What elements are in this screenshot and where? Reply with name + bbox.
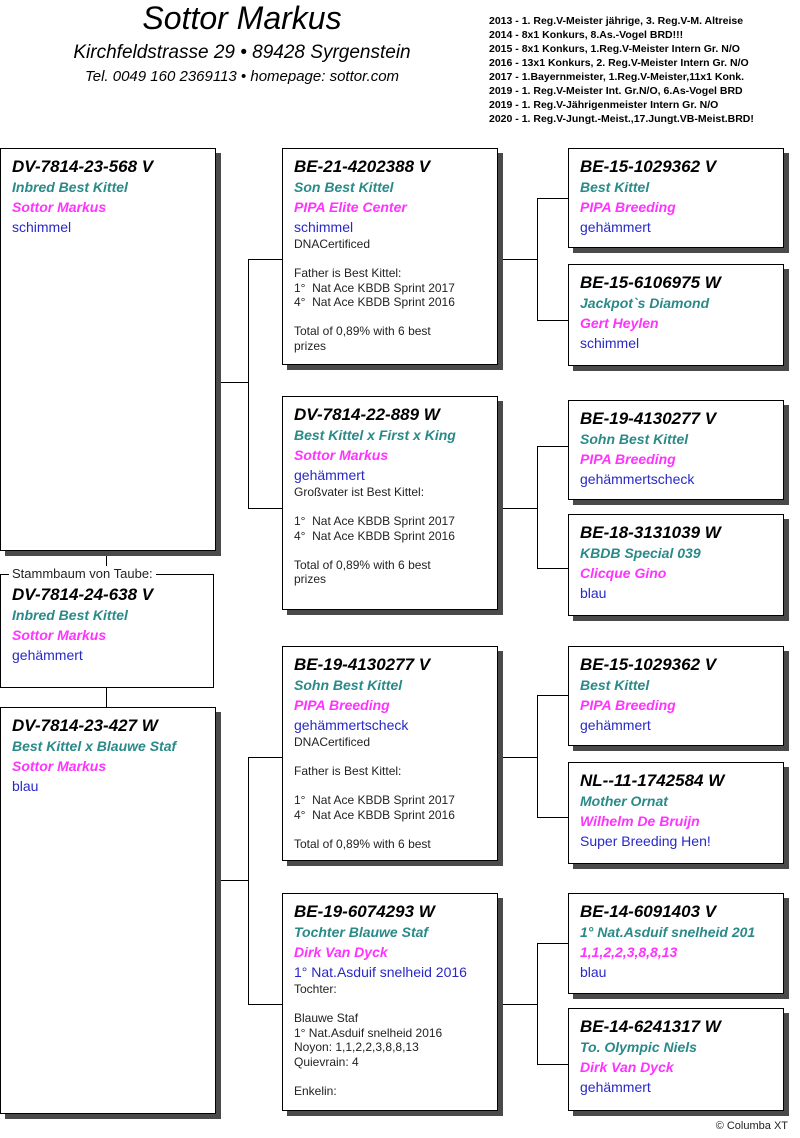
owner-contact: Tel. 0049 160 2369113 • homepage: sottor.com bbox=[84, 68, 400, 85]
pigeon-name: Best Kittel x First x King bbox=[294, 427, 456, 443]
ring-number: BE-15-1029362 V bbox=[580, 157, 717, 176]
connector-line bbox=[537, 943, 568, 944]
breeder-name: Sottor Markus bbox=[294, 447, 389, 463]
pigeon-color: blau bbox=[580, 585, 607, 601]
pigeon-color: Super Breeding Hen! bbox=[580, 833, 711, 849]
pigeon-name: Sohn Best Kittel bbox=[294, 677, 403, 693]
pigeon-info: DNACertificed Father is Best Kittel: 1° Nat Ace KBDB Sprint 2017 4° Nat Ace KBDB Sprint 2016 Total of 0,89% with 6 best prizes bbox=[294, 237, 455, 353]
connector-line bbox=[537, 1064, 568, 1065]
great-grandparent-card[interactable] bbox=[568, 646, 784, 746]
great-grandparent-card[interactable] bbox=[568, 264, 784, 366]
pigeon-name: Jackpot`s Diamond bbox=[580, 295, 710, 311]
pigeon-info: Großvater ist Best Kittel: 1° Nat Ace KBDB Sprint 2017 4° Nat Ace KBDB Sprint 2016 Total of 0,89% with 6 best prizes bbox=[294, 485, 455, 586]
breeder-name: Sottor Markus bbox=[12, 758, 107, 774]
great-grandparent-card[interactable] bbox=[568, 148, 784, 248]
breeder-name: Dirk Van Dyck bbox=[580, 1059, 674, 1075]
achievement-line: 2015 - 8x1 Konkurs, 1.Reg.V-Meister Intern Gr. N/O bbox=[489, 43, 740, 55]
achievement-line: 2016 - 13x1 Konkurs, 2. Reg.V-Meister Intern Gr. N/O bbox=[489, 57, 749, 69]
breeder-name: PIPA Elite Center bbox=[294, 199, 407, 215]
ring-number: BE-21-4202388 V bbox=[294, 157, 431, 176]
ring-number: DV-7814-23-568 V bbox=[12, 157, 154, 176]
pigeon-name: Best Kittel x Blauwe Staf bbox=[12, 738, 177, 754]
subject-card[interactable] bbox=[0, 566, 214, 688]
ring-number: BE-15-6106975 W bbox=[580, 273, 721, 292]
pigeon-name: Mother Ornat bbox=[580, 793, 668, 809]
pigeon-name: Son Best Kittel bbox=[294, 179, 394, 195]
breeder-name: PIPA Breeding bbox=[294, 697, 390, 713]
connector-line bbox=[537, 198, 538, 320]
ring-number: BE-14-6091403 V bbox=[580, 902, 717, 921]
subject-caption: Stammbaum von Taube: bbox=[9, 566, 156, 581]
great-grandparent-card[interactable] bbox=[568, 762, 784, 864]
achievement-line: 2014 - 8x1 Konkurs, 8.As.-Vogel BRD!!! bbox=[489, 29, 684, 41]
pigeon-name: Inbred Best Kittel bbox=[12, 179, 128, 195]
connector-line bbox=[537, 198, 568, 199]
achievement-line: 2017 - 1.Bayernmeister, 1.Reg.V-Meister,11x1 Konk. bbox=[489, 71, 745, 83]
breeder-name: Sottor Markus bbox=[12, 199, 107, 215]
ring-number: BE-19-6074293 W bbox=[294, 902, 435, 921]
owner-address: Kirchfeldstrasse 29 • 89428 Syrgenstein bbox=[73, 42, 411, 63]
grandfather-paternal-card[interactable] bbox=[282, 148, 498, 365]
pigeon-color: gehämmert bbox=[294, 467, 365, 483]
breeder-name: Wilhelm De Bruijn bbox=[580, 813, 700, 829]
owner-name: Sottor Markus bbox=[142, 0, 342, 36]
connector-line bbox=[537, 320, 568, 321]
connector-line bbox=[497, 1004, 537, 1005]
connector-line bbox=[497, 508, 537, 509]
breeder-name: Dirk Van Dyck bbox=[294, 944, 388, 960]
pigeon-name: 1° Nat.Asduif snelheid 201 bbox=[580, 924, 756, 940]
pigeon-color: gehämmert bbox=[580, 219, 651, 235]
pigeon-name: Best Kittel bbox=[580, 677, 650, 693]
breeder-name: Clicque Gino bbox=[580, 565, 667, 581]
pigeon-color: gehämmert bbox=[12, 647, 83, 663]
connector-line bbox=[537, 695, 568, 696]
pigeon-color: blau bbox=[12, 778, 39, 794]
connector-line bbox=[497, 259, 537, 260]
connector-line bbox=[537, 568, 568, 569]
pigeon-color: 1° Nat.Asduif snelheid 2016 bbox=[294, 964, 467, 980]
pigeon-color: blau bbox=[580, 964, 607, 980]
copyright-label: © Columba XT bbox=[715, 1120, 788, 1132]
pigeon-info: DNACertificed Father is Best Kittel: 1° Nat Ace KBDB Sprint 2017 4° Nat Ace KBDB Sprint 2016 Total of 0,89% with 6 best bbox=[294, 735, 455, 851]
ring-number: NL--11-1742584 W bbox=[580, 771, 725, 790]
pigeon-name: KBDB Special 039 bbox=[580, 545, 701, 561]
great-grandparent-card[interactable] bbox=[568, 1008, 784, 1111]
breeder-name: PIPA Breeding bbox=[580, 199, 676, 215]
mother-card[interactable] bbox=[0, 707, 216, 1114]
ring-number: BE-19-4130277 V bbox=[294, 655, 431, 674]
breeder-name: PIPA Breeding bbox=[580, 697, 676, 713]
connector-line bbox=[215, 382, 248, 383]
connector-line bbox=[248, 259, 282, 260]
pigeon-name: Best Kittel bbox=[580, 179, 650, 195]
ring-number: DV-7814-22-889 W bbox=[294, 405, 440, 424]
pigeon-name: Tochter Blauwe Staf bbox=[294, 924, 429, 940]
connector-line bbox=[248, 757, 282, 758]
great-grandparent-card[interactable] bbox=[568, 893, 784, 994]
breeder-name: Gert Heylen bbox=[580, 315, 659, 331]
connector-line bbox=[537, 695, 538, 817]
connector-line bbox=[248, 508, 282, 509]
grandmother-paternal-card[interactable] bbox=[282, 396, 498, 610]
pigeon-color: gehämmertscheck bbox=[580, 471, 695, 487]
connector-line bbox=[248, 259, 249, 508]
achievement-line: 2013 - 1. Reg.V-Meister jährige, 3. Reg.V-M. Altreise bbox=[489, 15, 744, 27]
connector-line bbox=[497, 757, 537, 758]
ring-number: BE-15-1029362 V bbox=[580, 655, 717, 674]
grandfather-maternal-card[interactable] bbox=[282, 646, 498, 861]
ring-number: BE-18-3131039 W bbox=[580, 523, 721, 542]
ring-number: BE-19-4130277 V bbox=[580, 409, 717, 428]
pigeon-color: schimmel bbox=[294, 219, 354, 235]
achievements-list bbox=[489, 14, 754, 126]
connector-line bbox=[106, 688, 107, 708]
great-grandparent-card[interactable] bbox=[568, 400, 784, 500]
breeder-name: 1,1,2,2,3,8,8,13 bbox=[580, 944, 678, 960]
pigeon-name: To. Olympic Niels bbox=[580, 1039, 697, 1055]
connector-line bbox=[537, 943, 538, 1064]
ring-number: DV-7814-24-638 V bbox=[12, 585, 154, 604]
achievement-line: 2020 - 1. Reg.V-Jungt.-Meist.,17.Jungt.VB-Meist.BRD! bbox=[489, 113, 754, 125]
connector-line bbox=[248, 757, 249, 1004]
ring-number: BE-14-6241317 W bbox=[580, 1017, 721, 1036]
achievement-line: 2019 - 1. Reg.V-Jährigenmeister Intern Gr. N/O bbox=[489, 99, 719, 111]
father-card[interactable] bbox=[0, 148, 216, 551]
ring-number: DV-7814-23-427 W bbox=[12, 716, 158, 735]
achievement-line: 2019 - 1. Reg.V-Meister Int. Gr.N/O, 6.As-Vogel BRD bbox=[489, 85, 743, 97]
pigeon-color: schimmel bbox=[12, 219, 72, 235]
pigeon-color: gehämmert bbox=[580, 1079, 651, 1095]
pigeon-color: gehämmert bbox=[580, 717, 651, 733]
connector-line bbox=[215, 880, 248, 881]
connector-line bbox=[537, 817, 568, 818]
connector-line bbox=[537, 446, 538, 568]
pigeon-name: Sohn Best Kittel bbox=[580, 431, 689, 447]
pigeon-info: Tochter: Blauwe Staf 1° Nat.Asduif snelheid 2016 Noyon: 1,1,2,2,3,8,8,13 Quievrain: 4 Enkelin: bbox=[294, 982, 443, 1098]
connector-line bbox=[537, 446, 568, 447]
pigeon-color: gehämmertscheck bbox=[294, 717, 409, 733]
breeder-name: PIPA Breeding bbox=[580, 451, 676, 467]
great-grandparent-card[interactable] bbox=[568, 514, 784, 616]
pigeon-color: schimmel bbox=[580, 335, 640, 351]
grandmother-maternal-card[interactable] bbox=[282, 893, 498, 1111]
pigeon-name: Inbred Best Kittel bbox=[12, 607, 128, 623]
breeder-name: Sottor Markus bbox=[12, 627, 107, 643]
connector-line bbox=[248, 1004, 282, 1005]
